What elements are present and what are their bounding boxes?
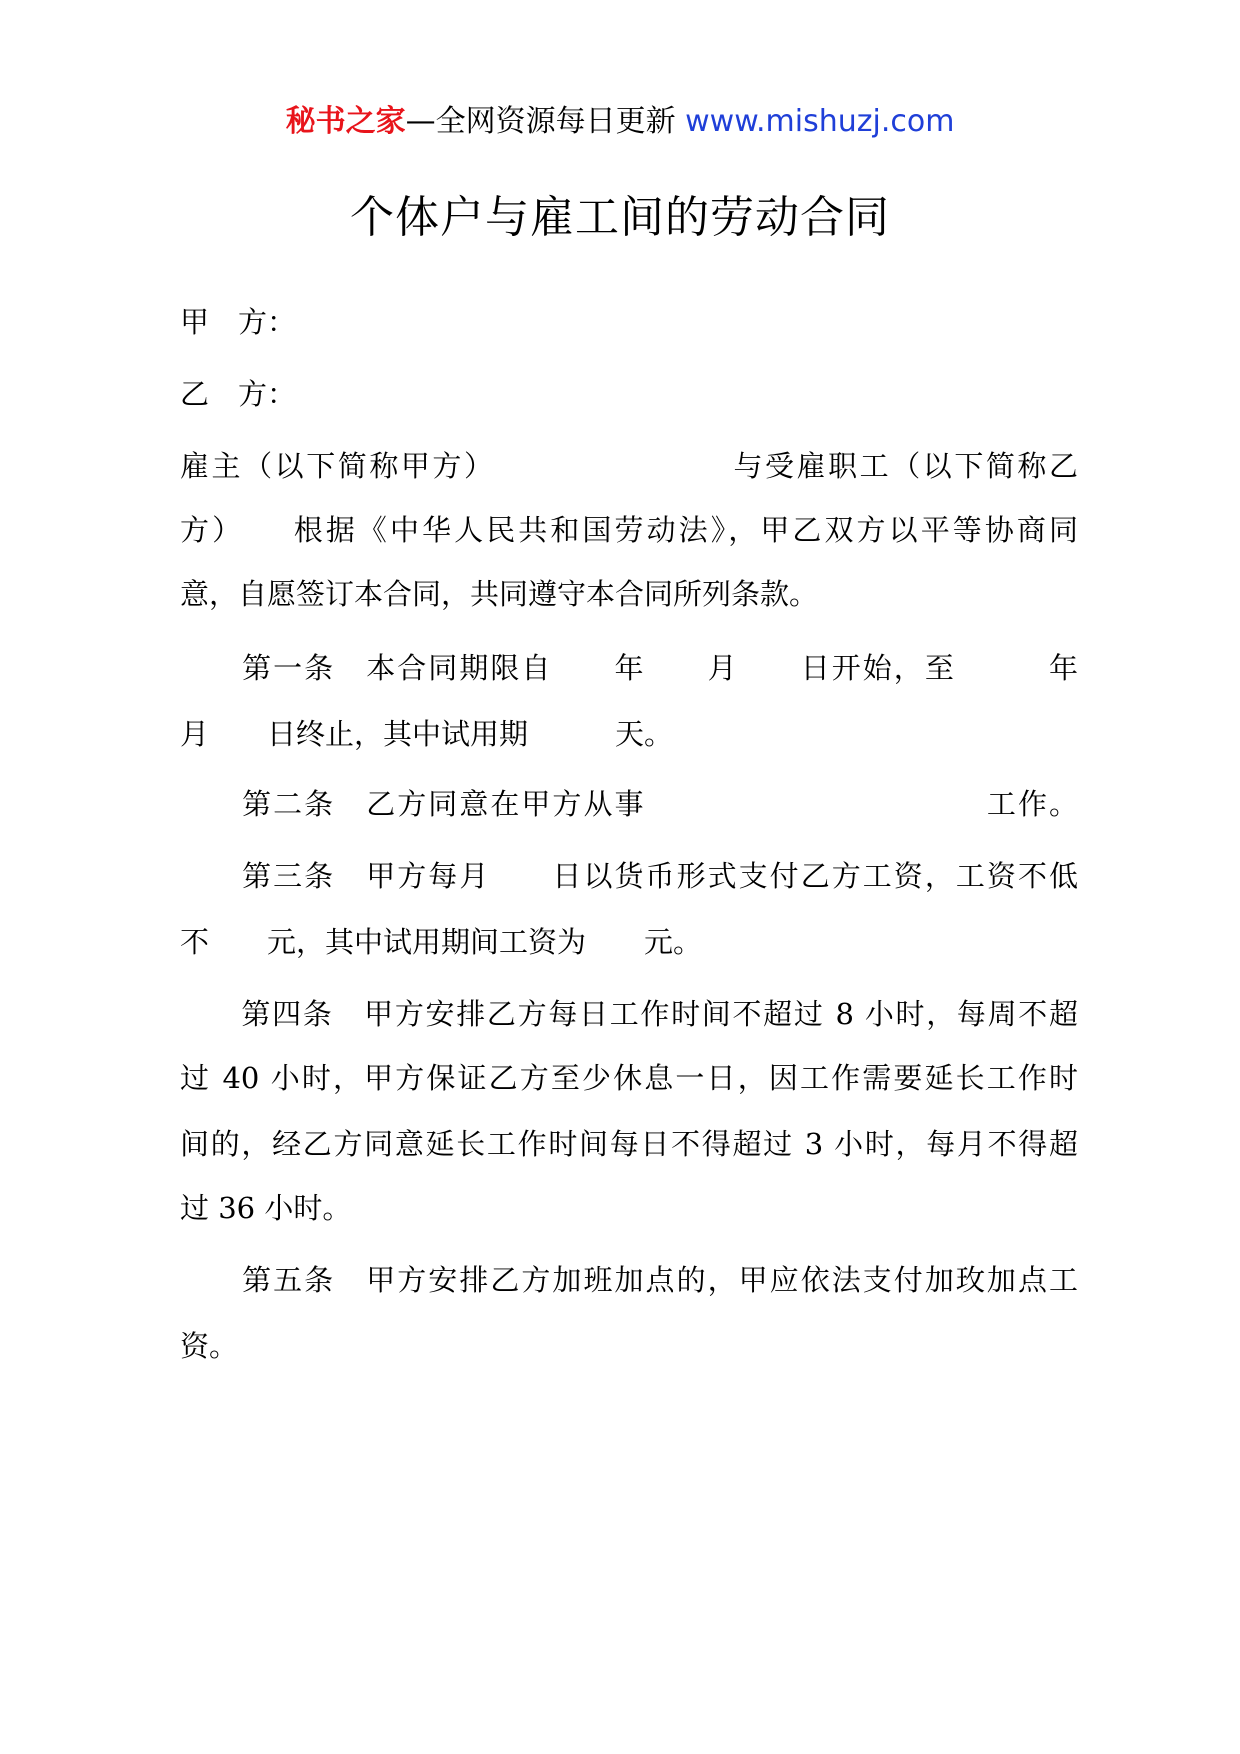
article-4-line: 间的，经乙方同意延长工作时间每日不得超过 3 小时，每月不得超: [180, 1127, 1078, 1161]
article-5-line: 资。: [180, 1329, 239, 1363]
article-4-line: 过 36 小时。: [180, 1191, 352, 1225]
article-1-line: 第一条 本合同期限自 年 月 日开始，至 年: [180, 651, 1078, 685]
header-tagline: —全网资源每日更新: [405, 104, 676, 139]
article-4-line: 过 40 小时，甲方保证乙方至少休息一日，因工作需要延长工作时: [180, 1061, 1078, 1095]
party-b-line: 乙 方：: [180, 377, 297, 411]
article-3-line: 不 元，其中试用期间工资为 元。: [180, 925, 703, 959]
brand-name: 秘书之家: [285, 104, 406, 139]
paragraph-line: 雇主（以下简称甲方） 与受雇职工（以下简称乙: [180, 449, 1078, 483]
paragraph-line: 方） 根据《中华人民共和国劳动法》，甲乙双方以平等协商同: [180, 513, 1078, 547]
document-title: 个体户与雇工间的劳动合同: [350, 192, 890, 243]
site-url[interactable]: www.mishuzj.com: [685, 104, 955, 139]
article-3-line: 第三条 甲方每月 日以货币形式支付乙方工资，工资不低: [180, 859, 1078, 893]
paragraph-line: 意，自愿签订本合同，共同遵守本合同所列条款。: [180, 577, 819, 611]
party-a-line: 甲 方：: [180, 305, 297, 339]
article-2-line: 第二条 乙方同意在甲方从事 工作。: [180, 787, 1078, 821]
article-5-line: 第五条 甲方安排乙方加班加点的，甲应依法支付加玫加点工: [180, 1263, 1078, 1297]
article-1-line: 月 日终止，其中试用期 天。: [180, 717, 674, 751]
article-4-line: 第四条 甲方安排乙方每日工作时间不超过 8 小时，每周不超: [180, 997, 1078, 1031]
site-header: [0, 100, 1240, 144]
